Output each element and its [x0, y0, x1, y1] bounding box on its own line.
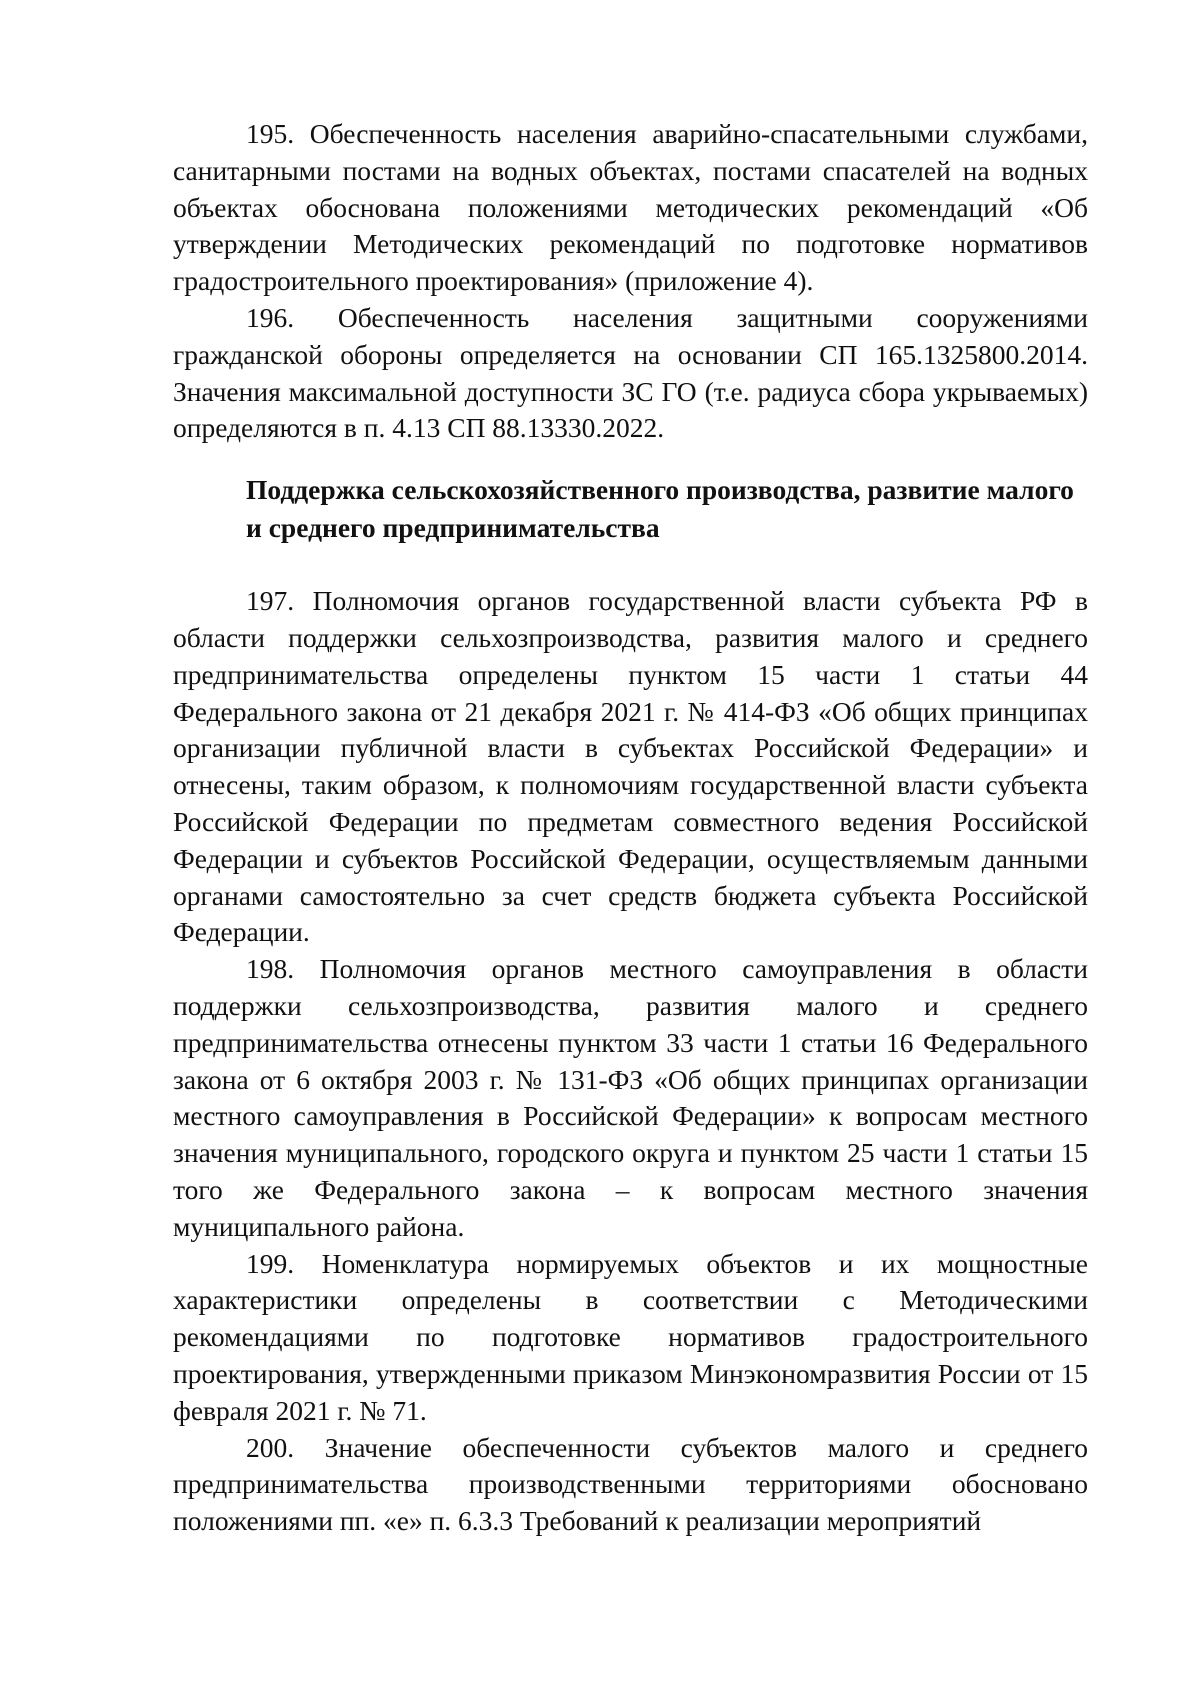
- spacer: [173, 547, 1088, 583]
- paragraph-195: 195. Обеспеченность населения аварийно-спасательными службами, санитарными постами на водных объектах, постами спасателей на водных объектах обоснована положениями методических рекомендаций «Об утверждении Методических рекомендаций по подготовке нормативов градостроительного проектирования» (приложение 4).: [173, 118, 1088, 297]
- paragraph-200: 200. Значение обеспеченности субъектов малого и среднего предпринимательства производственными территориями обосновано положениями пп. «е» п. 6.3.3 Требований к реализации мероприятий: [173, 1431, 1088, 1537]
- paragraph-198: 198. Полномочия органов местного самоуправления в области поддержки сельхозпроизводства, развития малого и среднего предпринимательства отнесены пунктом 33 части 1 статьи 16 Федерального закона от 6 октября 2003 г. № 131-ФЗ «Об общих принципах организации местного самоуправления в Российской Федерации» к вопросам местного значения муниципального, городского округа и пунктом 25 части 1 статьи 15 того же Федерального закона – к вопросам местного значения муниципального района.: [173, 953, 1088, 1242]
- paragraph-196: 196. Обеспеченность населения защитными сооружениями гражданской обороны определяется на основании СП 165.1325800.2014. Значения максимальной доступности ЗС ГО (т.е. радиуса сбора укрываемых) определяются в п. 4.13 СП 88.13330.2022.: [173, 301, 1088, 444]
- section-heading: Поддержка сельскохозяйственного производства, развитие малого и среднего предпринимательства: [246, 474, 1074, 544]
- paragraph-199: 199. Номенклатура нормируемых объектов и их мощностные характеристики определены в соответствии с Методическими рекомендациями по подготовке нормативов градостроительного проектирования, утвержденными приказом Минэкономразвития России от 15 февраля 2021 г. № 71.: [173, 1247, 1088, 1426]
- paragraph-197: 197. Полномочия органов государственной власти субъекта РФ в области поддержки сельхозпроизводства, развития малого и среднего предпринимательства определены пунктом 15 части 1 статьи 44 Федерального закона от 21 декабря 2021 г. № 414-ФЗ «Об общих принципах организации публичной власти в субъектах Российской Федерации» и отнесены, таким образом, к полномочиям государственной власти субъекта Российской Федерации по предметам совместного ведения Российской Федерации и субъектов Российской Федерации, осуществляемым данными органами самостоятельно за счет средств бюджета субъекта Российской Федерации.: [173, 585, 1088, 948]
